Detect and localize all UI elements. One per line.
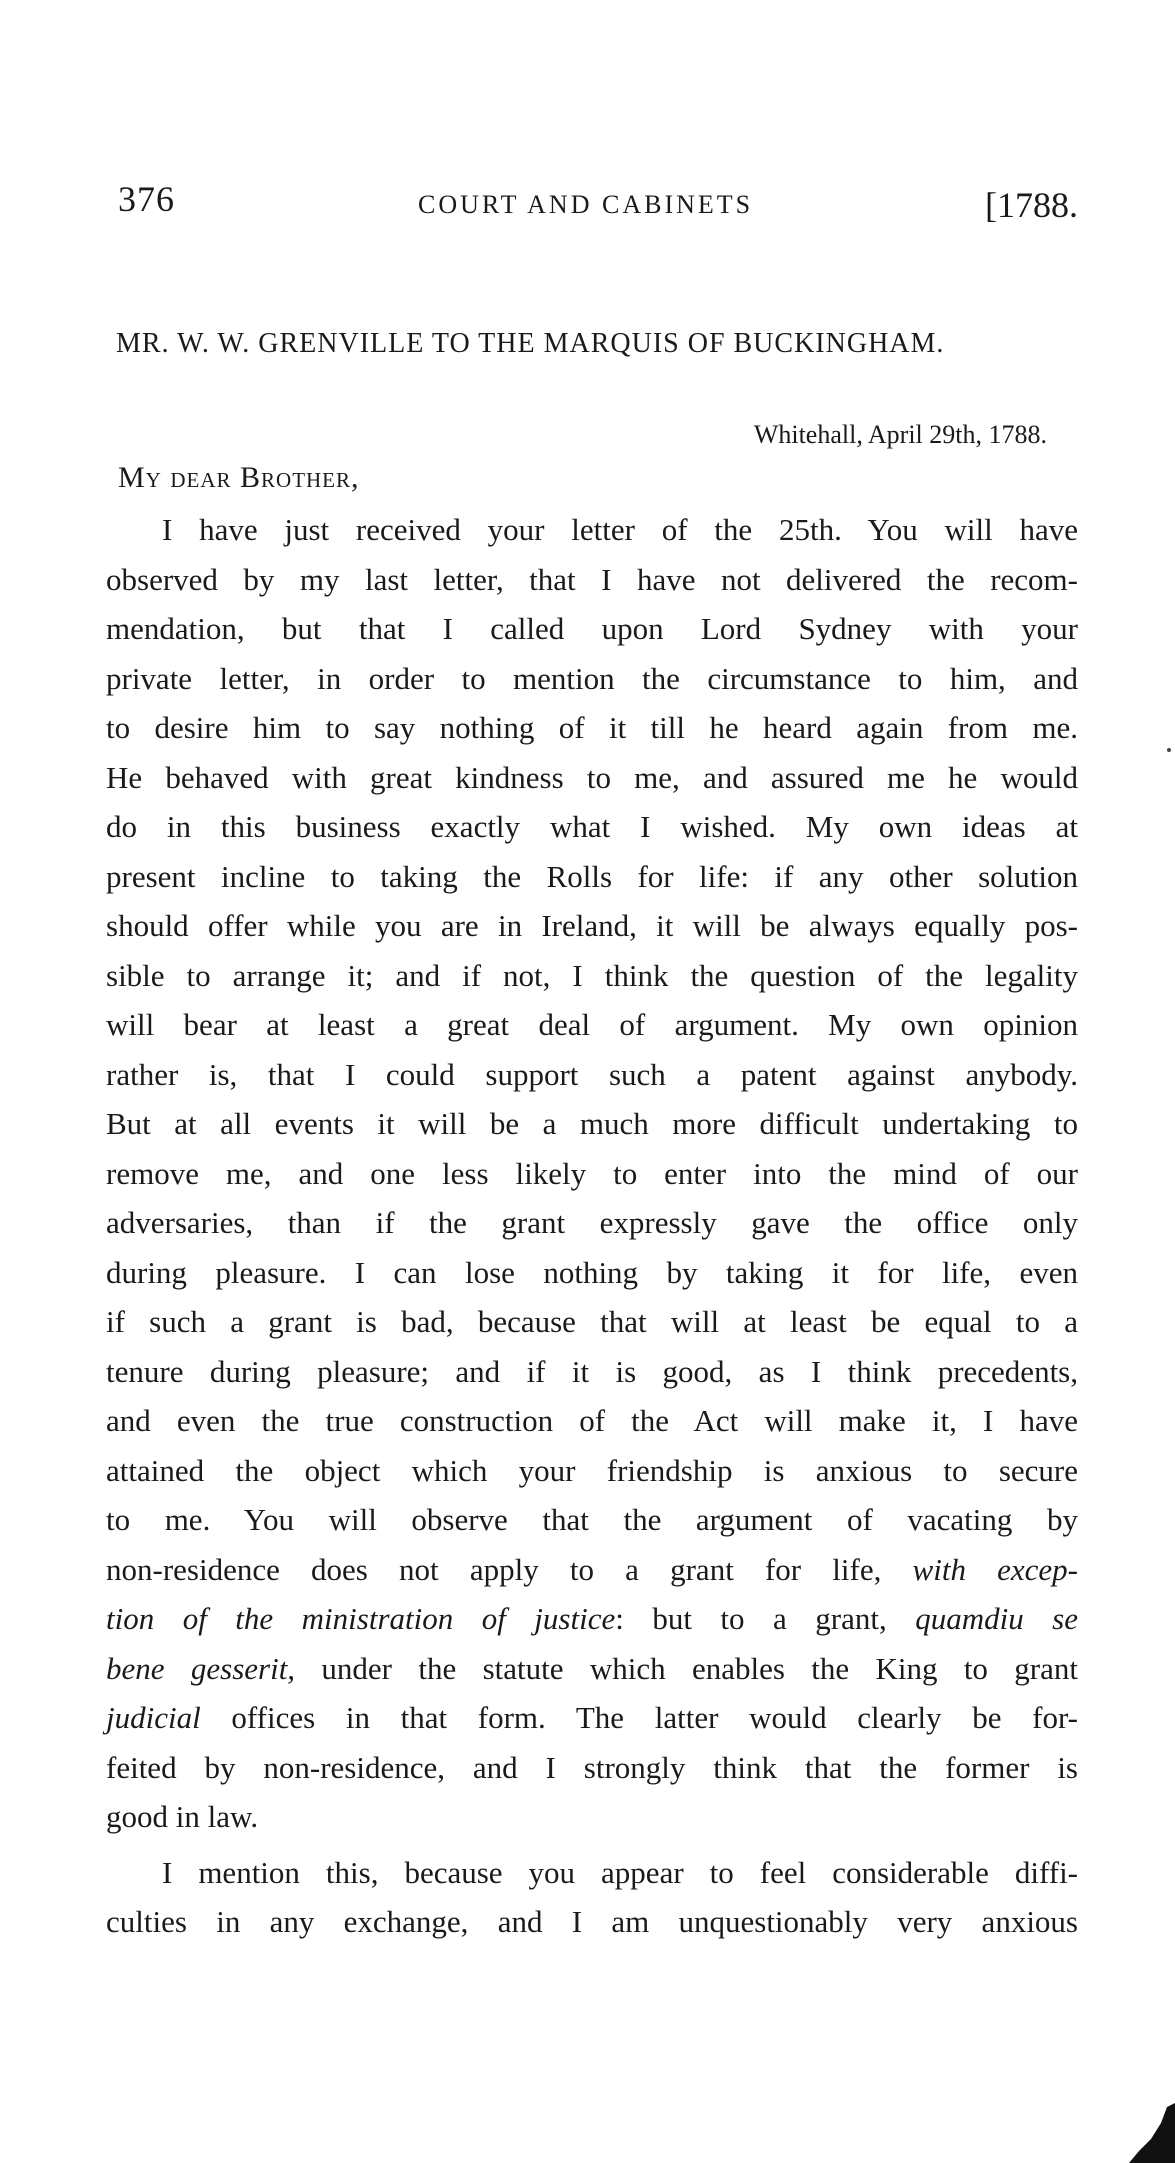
running-year: [1788. [985,185,1078,225]
page-number: 376 [118,179,175,219]
body-line: culties in any exchange, and I am unquestionably very anxious [106,1904,1078,1939]
page-corner-mark-icon [1115,2063,1175,2163]
body-line-mixed [106,1644,1078,1694]
body-line: remove me, and one less likely to enter into the mind of our [106,1155,1078,1191]
text-run: offices in that form. The latter would clearly be for- [200,1700,1078,1735]
body-line: good in law. [106,1799,259,1834]
italic-run: judicial [106,1700,201,1735]
body-line: He behaved with great kindness to me, and assured me he would [106,759,1078,795]
body-line: and even the true construction of the Act will make it, I have [106,1403,1078,1438]
body-line: to desire him to say nothing of it till he heard again from me. [106,710,1078,745]
body-line: during pleasure. I can lose nothing by taking it for life, even [106,1254,1078,1290]
body-line: feited by non-residence, and I strongly think that the former is [106,1749,1078,1785]
body-line: should offer while you are in Ireland, it will be always equally pos- [106,908,1078,943]
salutation: My dear Brother, [118,461,360,494]
letter-heading: MR. W. W. GRENVILLE TO THE MARQUIS OF BUCKINGHAM. [116,328,945,359]
text-run: : but to a grant, [615,1601,916,1636]
body-line: present incline to taking the Rolls for life: if any other solution [106,858,1078,894]
italic-run: quamdiu se [915,1601,1078,1636]
body-line: private letter, in order to mention the circumstance to him, and [106,660,1078,696]
italic-run: bene gesserit, [106,1650,296,1686]
running-head [118,170,1078,230]
text-run: under the statute which enables the King to grant [295,1650,1078,1686]
body-line: if such a grant is bad, because that will at least be equal to a [106,1304,1078,1339]
dateline-text: Whitehall, April 29th, 1788. [753,420,1047,449]
body-line: to me. You will observe that the argument of vacating by [106,1502,1078,1537]
body-line: will bear at least a great deal of argument. My own opinion [106,1007,1078,1042]
dateline [754,420,1047,450]
body-line-mixed [106,1545,1078,1595]
body-line: adversaries, than if the grant expressly gave the office only [106,1205,1078,1240]
body-line: tenure during pleasure; and if it is good, as I think precedents, [106,1353,1078,1389]
body-line-mixed [106,1693,1078,1743]
body-line: observed by my last letter, that I have not delivered the recom- [106,561,1078,597]
body-line: I have just received your letter of the 25th. You will have [162,512,1078,547]
body-line-mixed [106,1594,1078,1644]
body-line: But at all events it will be a much more difficult undertaking to [106,1106,1078,1141]
body-line: I mention this, because you appear to feel considerable diffi- [162,1854,1078,1890]
letter-body [106,505,1078,1947]
text-run: non-residence does not apply to a grant for life, [106,1551,913,1587]
body-line: rather is, that I could support such a patent against anybody. [106,1056,1078,1092]
scan-speck [1167,748,1171,752]
italic-run: tion of the ministration of justice [106,1601,616,1636]
body-line: mendation, but that I called upon Lord Sydney with your [106,611,1078,646]
running-title: COURT AND CABINETS [418,190,754,219]
body-line: do in this business exactly what I wished. My own ideas at [106,809,1078,844]
body-line: attained the object which your friendship is anxious to secure [106,1452,1078,1488]
body-line: sible to arrange it; and if not, I think the question of the legality [106,957,1078,993]
italic-run: with excep- [912,1551,1078,1587]
